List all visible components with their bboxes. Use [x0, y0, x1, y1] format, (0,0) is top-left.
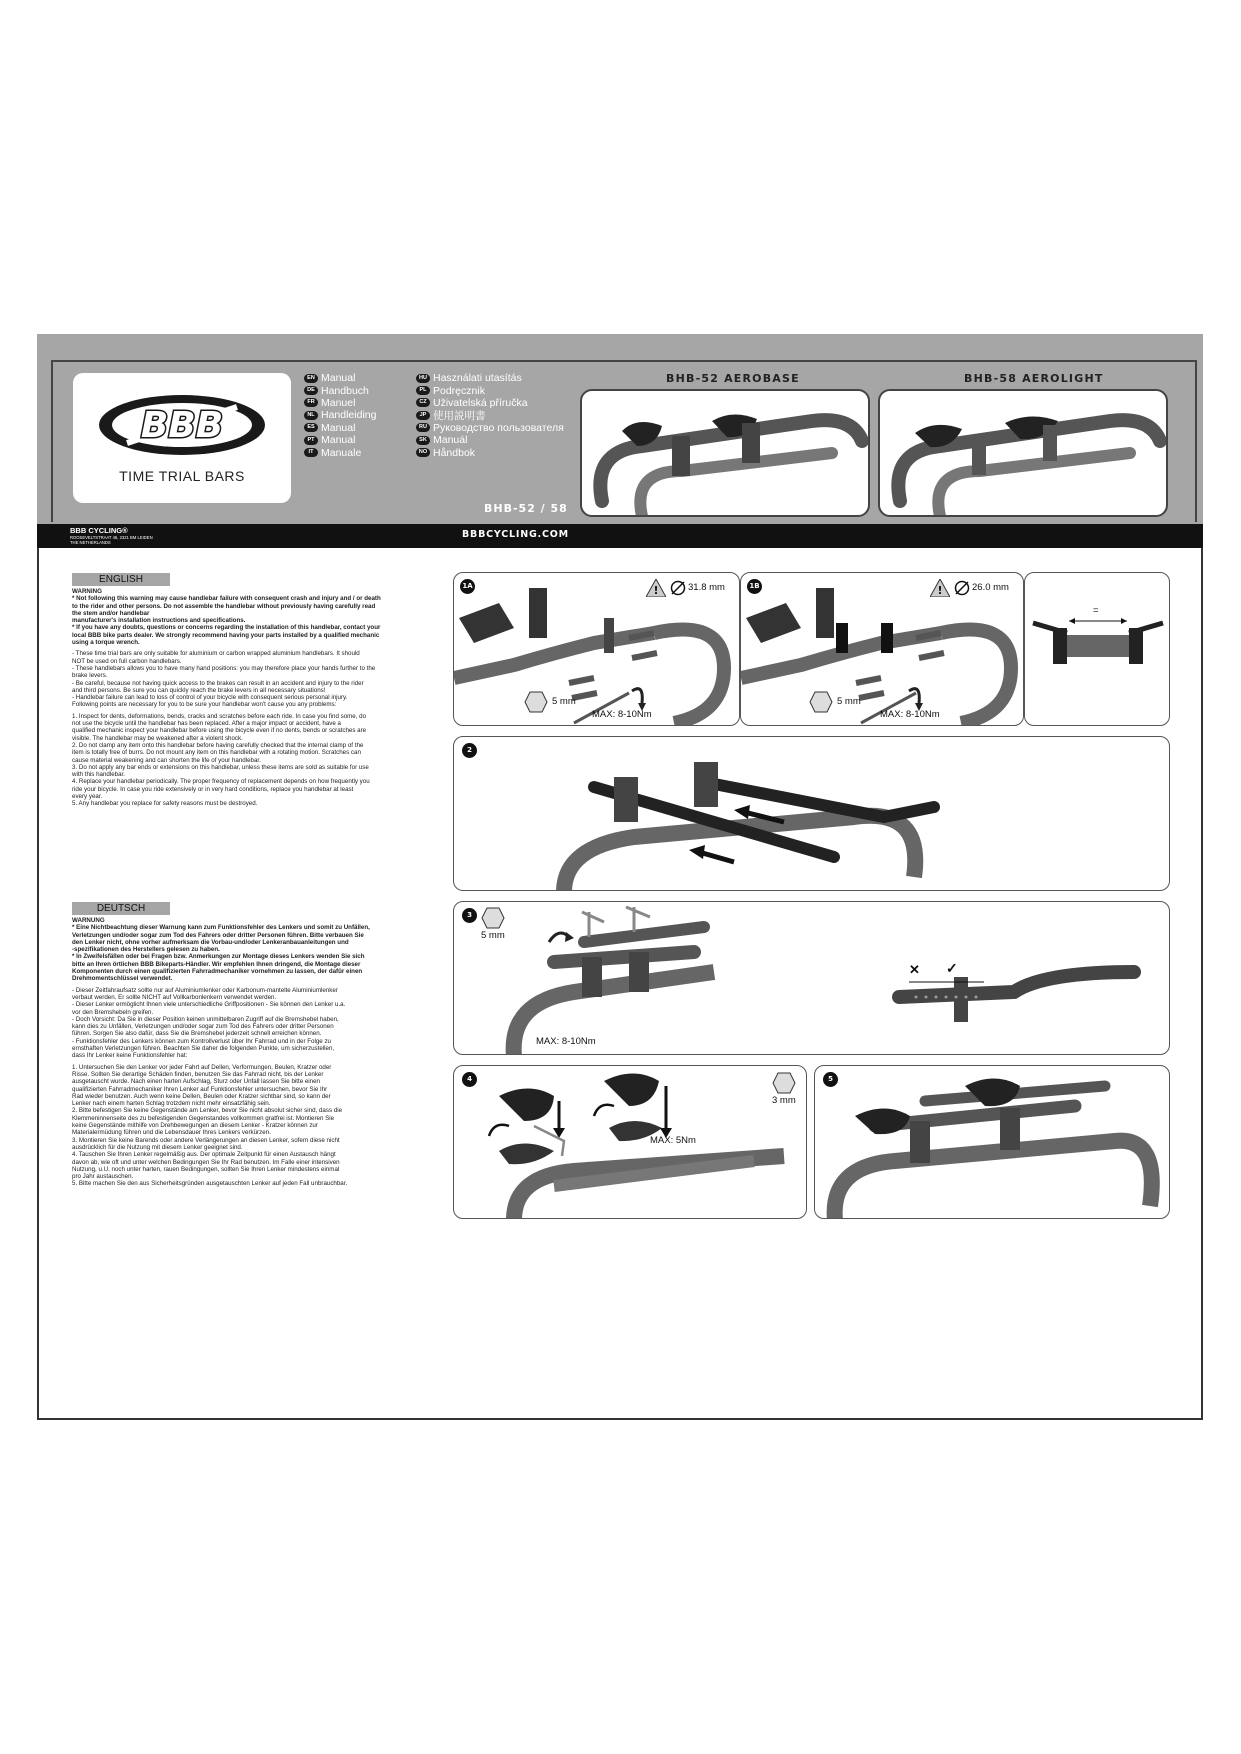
lang-item[interactable] — [416, 422, 564, 434]
torque-value: MAX: 8-10Nm — [592, 709, 652, 720]
lang-code-badge: JP — [416, 411, 430, 420]
hex-key-icon — [809, 691, 833, 713]
warning-title: WARNUNG — [72, 917, 105, 924]
lang-label: Handleiding — [321, 409, 377, 422]
english-text — [72, 588, 412, 812]
torque-value: MAX: 5Nm — [650, 1135, 696, 1146]
warning-paragraph: * Eine Nichtbeachtung dieser Warnung kann zum Funktionsfehler des Lenkers und somit zu Unfällen, Verletzungen und/oder sogar zum Tod des Fahrers oder dritter Personen führen. Bitte verbauen Sie den Lenker nicht, ohne vorher aufmerksam die Vorbau-und/oder Lenkeranbauanleitungen und -spezifikationen des Herstellers gelesen zu haben. — [72, 924, 370, 954]
hex-key-size: 5 mm — [837, 696, 861, 707]
lang-code-badge: PL — [416, 386, 430, 395]
lang-item[interactable] — [304, 397, 376, 409]
lang-code-badge: EN — [304, 374, 318, 383]
model-numbers: BHB-52 / 58 — [484, 502, 568, 515]
step-badge: 3 — [462, 908, 477, 923]
equal-spacing-symbol: = — [1093, 605, 1099, 616]
lang-item[interactable] — [416, 384, 564, 396]
diameter-value: 26.0 mm — [972, 582, 1009, 593]
lang-label: Podręcznik — [433, 384, 485, 397]
deutsch-text — [72, 917, 412, 1192]
lang-code-badge: HU — [416, 374, 430, 383]
section-label-deutsch: DEUTSCH — [72, 902, 170, 915]
lang-label: Manual — [321, 372, 356, 385]
step-1c-panel — [1024, 572, 1170, 726]
hex-key-size: 5 mm — [552, 696, 576, 707]
step-badge: 4 — [462, 1072, 477, 1087]
company-website-link[interactable]: BBBCYCLING.COM — [462, 529, 569, 540]
product-image-aerolight — [878, 389, 1168, 517]
lang-label: Håndbok — [433, 446, 476, 459]
company-address: ROOSEVELTSTRAAT 46, 2321 BM LEIDEN — [70, 535, 153, 540]
torque-value: MAX: 8-10Nm — [536, 1036, 596, 1047]
lang-item[interactable] — [304, 409, 376, 421]
lang-label: Használati utasítás — [433, 372, 522, 385]
torque-value: MAX: 8-10Nm — [880, 709, 940, 720]
diameter-value: 31.8 mm — [688, 582, 725, 593]
step-2-panel — [453, 736, 1170, 891]
model-title-aerolight: BHB-58 AEROLIGHT — [964, 372, 1104, 385]
warning-title: WARNING — [72, 588, 102, 595]
safety-list: 1. Untersuchen Sie den Lenker vor jeder Fahrt auf Dellen, Verformungen, Beulen, Kratzer oder Risse. Sollten Sie derartige Schäden finden, benutzen Sie das Fahrrad nicht, bis der Lenker ausgetauscht wurde. Nach einen harten Aufschlag, Sturz oder Unfall lassen Sie bitte einen qualifizierten Fahrradmechaniker Ihren Lenker auf Funktionsfehler untersuchen, bevor Sie Ihr Rad wieder benutzen. Auch wenn keine Dellen, Beulen oder Kratzer sichtbar sind, so kann der Lenker nach einem harten Schlag trotzdem nicht mehr einsatzfähig sein. 2. Bitte befestigen Sie keine Gegenstände am Lenker, bevor Sie nicht absolut sicher sind, dass die Klemmeninnenseite des zu befestigenden Gegenstandes vollkommen gratfrei ist. Montieren Sie keine Gegenstände mithilfe von Drehbewegungen an diesem Lenker - Kratzer können zur Materialermüdung führen und die Lebensdauer Ihres Lenkers verkürzen. 3. Montieren Sie keine Barends oder andere Verlängerungen an diesen Lenker, sofern diese nicht ausdrücklich für die Nutzung mit diesem Lenker geeignet sind. 4. Tauschen Sie Ihren Lenker regelmäßig aus. Der optimale Zeitpunkt für einen Austausch hängt davon ab, wie oft und unter welchen Bedingungen Sie Ihr Rad benutzen. Im Falle einer intensiven Nutzung, u.U. noch unter harten, rauen Bedingungen, sollten Sie Ihren Lenker mindestens einmal pro Jahr austauschen. 5. Bitte machen Sie den aus Sicherheitsgründen ausgetauschten Lenker auf jeden Fall unbrauchbar. — [72, 1063, 348, 1188]
lang-label: 使用説明書 — [433, 409, 486, 422]
model-title-aerobase: BHB-52 AEROBASE — [666, 372, 800, 385]
step-3-panel — [453, 901, 1170, 1055]
step-badge: 1A — [460, 579, 475, 594]
lang-code-badge: FR — [304, 398, 318, 407]
warning-paragraph: * Not following this warning may cause handlebar failure with consequent crash and injury and / or death to the rider and other persons. Do not assemble the handlebar without previously having carefully read the stem and/or handlebar manufacturer's installation instructions and specifications. — [72, 595, 381, 625]
lang-code-badge: SK — [416, 436, 430, 445]
lang-item[interactable] — [416, 446, 564, 458]
warning-paragraph: * In Zweifelsfällen oder bei Fragen bzw. Anmerkungen zur Montage dieses Lenkers wenden Sie sich bitte an Ihren örtlichen BBB Bikeparts-Händler. Wir empfehlen Ihnen dringend, die Montage dieser Komponenten durch einen qualifizierten Fahrradmechaniker vornehmen zu lassen, der dafür einen Drehmomentschlüssel verwendet. — [72, 953, 365, 983]
company-name: BBB CYCLING® — [70, 526, 128, 535]
wrong-position-mark: ✕ — [909, 962, 920, 977]
notes-paragraph: - Dieser Zeitfahraufsatz sollte nur auf Aluminiumlenker oder Karbonum-mantelte Aluminiumlenker verbaut werden. Er sollte NICHT auf Vollkarbonlenkern verwendet werden. - Dieser Lenker ermöglicht Ihnen viele unterschiedliche Griffpositionen - Sie können den Lenker u.a. vor den Bremshebeln greifen. - Doch Vorsicht: Da Sie in dieser Position keinen unmittelbaren Zugriff auf die Bremshebel haben, kann dies zu Unfällen, Verletzungen und/oder sogar zum Tod des Fahrers oder dritter Personen führen. Sorgen Sie also dafür, dass Sie die Bremshebel jederzeit schnell erreichen können. - Funktionsfehler des Lenkers können zum Kontrollverlust über Ihr Fahrrad und in der Folge zu ernsthaften Verletzungen führen. Beachten Sie daher die folgenden Punkte, um sicherzustellen, dass Ihr Lenker keine Funktionsfehler hat: — [72, 986, 346, 1060]
language-list-left — [304, 372, 376, 459]
brand-logo-box — [73, 373, 291, 503]
lang-code-badge: NL — [304, 411, 318, 420]
lang-label: Руководство пользователя — [433, 421, 564, 434]
step-1b-illustration — [741, 573, 1024, 726]
bbb-logo — [97, 393, 267, 457]
section-label-english: ENGLISH — [72, 573, 170, 586]
step-badge: 2 — [462, 743, 477, 758]
product-image-aerobase — [580, 389, 870, 517]
lang-code-badge: RU — [416, 423, 430, 432]
lang-label: Handbuch — [321, 384, 369, 397]
step-5-illustration — [815, 1066, 1170, 1219]
lang-code-badge: DE — [304, 386, 318, 395]
logo-lettering: BBB — [140, 405, 224, 446]
hex-key-icon — [524, 691, 548, 713]
lang-item[interactable] — [304, 422, 376, 434]
step-badge: 5 — [823, 1072, 838, 1087]
company-info — [70, 526, 153, 545]
lang-code-badge: ES — [304, 423, 318, 432]
lang-item[interactable] — [416, 409, 564, 421]
step-1a-illustration — [454, 573, 740, 726]
lang-code-badge: PT — [304, 436, 318, 445]
warning-icon — [646, 579, 666, 597]
step-2-illustration — [454, 737, 1170, 891]
company-bar — [37, 524, 1203, 548]
diameter-icon — [670, 580, 686, 596]
step-5-panel — [814, 1065, 1170, 1219]
lang-item[interactable] — [416, 372, 564, 384]
safety-list: 1. Inspect for dents, deformations, bends, cracks and scratches before each ride. In case you find some, do not use the bicycle until the handlebar has been replaced. After a major impact or accident, have a qualified mechanic inspect your handlebar before using the bicycle even if no dents, bends or scratches are visible. The handlebar may be weakened after a violent shock. 2. Do not clamp any item onto this handlebar before having carefully checked that the internal clamp of the item is totally free of burrs. Do not mount any item on this handlebar with a rotating motion. Scratches can cause material weakening and can shorten the life of your handlebar. 3. Do not apply any bar ends or extensions on this handlebar, unless these items are sold as suitable for use with this handlebar. 4. Replace your handlebar periodically. The proper frequency of replacement depends on how frequently you ride your bicycle. In case you ride extensively or in very hard conditions, replace you handlebar at least every year. 5. Any handlebar you replace for safety reasons must be destroyed. — [72, 712, 370, 808]
lang-code-badge: CZ — [416, 398, 430, 407]
lang-item[interactable] — [304, 434, 376, 446]
diameter-icon — [954, 580, 970, 596]
lang-item[interactable] — [416, 434, 564, 446]
warning-paragraph: * If you have any doubts, questions or concerns regarding the installation of this handlebar, contact your local BBB bike parts dealer. We strongly recommend having your parts installed by a qualified mechanic using a torque wrench. — [72, 624, 381, 647]
product-subtitle: TIME TRIAL BARS — [119, 468, 245, 484]
step-1b-panel — [740, 572, 1024, 726]
clamp-spacing-illustration — [1025, 573, 1170, 726]
svg-text:!: ! — [653, 584, 659, 597]
lang-item[interactable] — [304, 384, 376, 396]
lang-label: Manual — [321, 434, 356, 447]
lang-label: Uživatelská příručka — [433, 396, 528, 409]
lang-code-badge: NO — [416, 448, 430, 457]
aerolight-illustration — [880, 391, 1168, 517]
lang-label: Manual — [321, 421, 356, 434]
lang-item[interactable] — [304, 372, 376, 384]
lang-label: Manuel — [321, 396, 356, 409]
step-badge: 1B — [747, 579, 762, 594]
lang-label: Manuale — [321, 446, 362, 459]
lang-label: Manuál — [433, 434, 468, 447]
language-list-right — [416, 372, 564, 459]
notes-paragraph: - These time trial bars are only suitable for aluminium or carbon wrapped aluminium handlebars. It should NOT be used on full carbon handlebars. - These handlebars allows you to have many hand positions: you may therefore place your hands further to the brake levers. - Be careful, because not having quick access to the brakes can result in an accident and injury to the rider and third persons. Be sure you can quickly reach the brake levers in all necessary situations! - Handlebar failure can lead to loss of control of your bicycle with consequent serious personal injury. Following points are necessary for you to be sure your handlebar won't cause you any problems: — [72, 650, 376, 709]
step-4-illustration — [454, 1066, 807, 1219]
svg-text:!: ! — [937, 584, 943, 597]
step-1a-panel — [453, 572, 740, 726]
lang-code-badge: IT — [304, 448, 318, 457]
hex-key-size: 5 mm — [481, 930, 505, 941]
warning-icon — [930, 579, 950, 597]
hex-key-size: 3 mm — [772, 1095, 796, 1106]
aerobase-illustration — [582, 391, 870, 517]
step-4-panel — [453, 1065, 807, 1219]
step-3-illustration — [454, 902, 1170, 1055]
correct-position-mark: ✓ — [946, 960, 958, 976]
company-country: THE NETHERLANDS — [70, 540, 111, 545]
lang-item[interactable] — [304, 446, 376, 458]
